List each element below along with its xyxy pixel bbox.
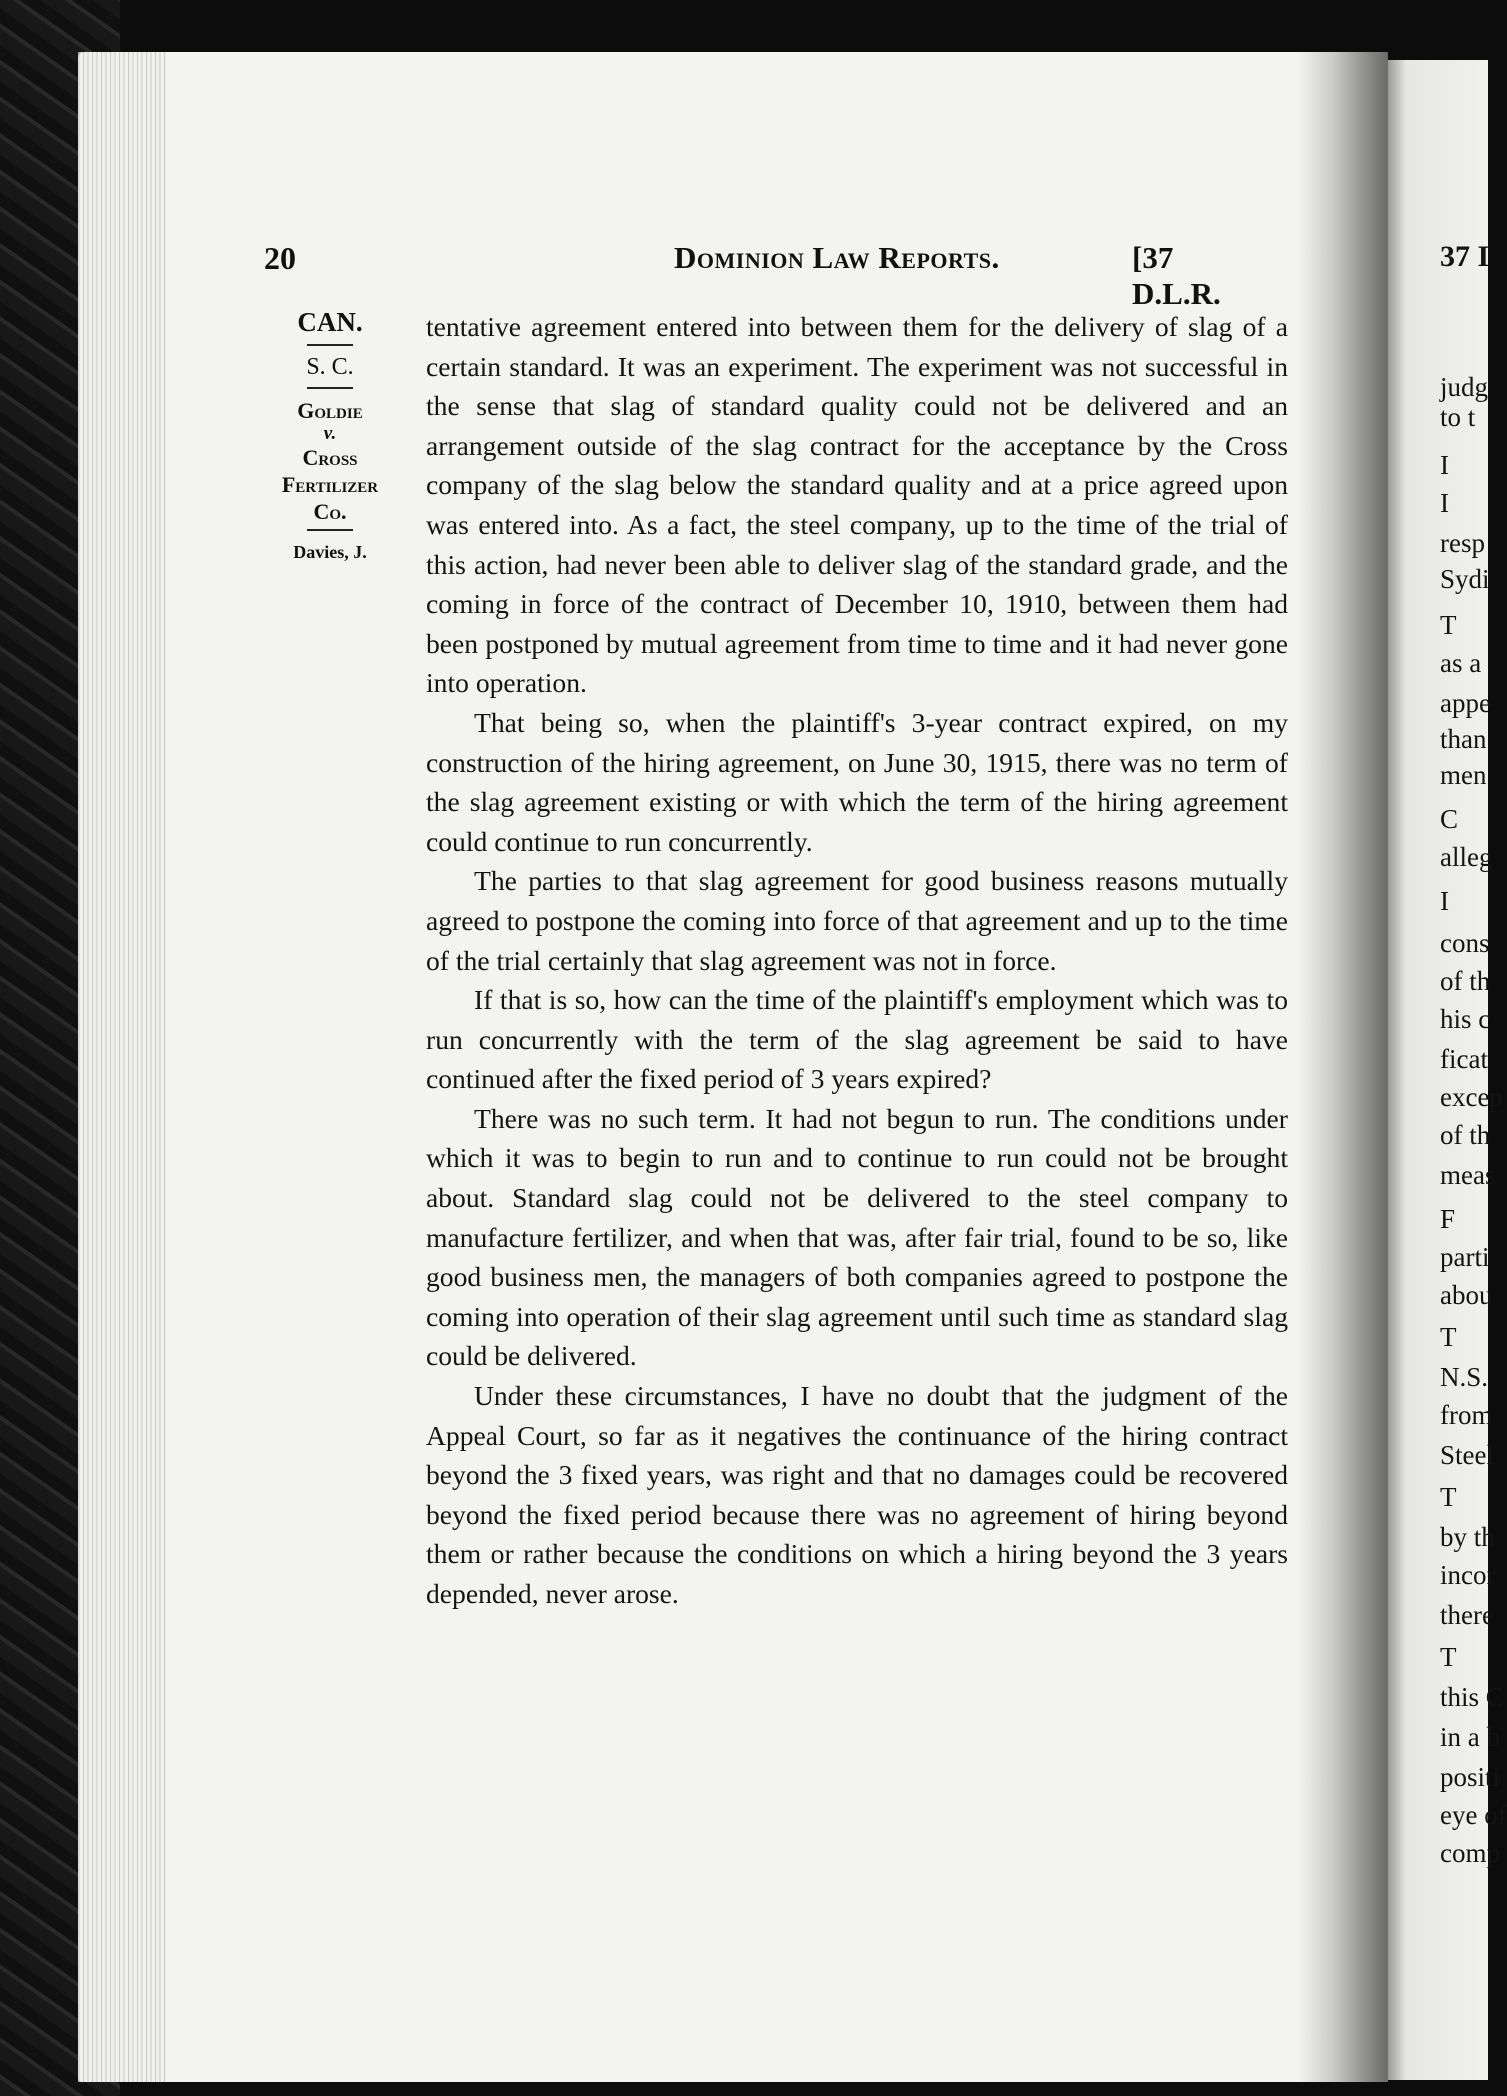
facing-page-line: eye of: [1440, 1800, 1507, 1830]
sidenote-rule: [307, 529, 353, 531]
facing-page-line: comp: [1440, 1838, 1500, 1868]
facing-page-line: N.S.: [1440, 1362, 1489, 1392]
sidenote-party2-line1: Cross: [302, 445, 358, 470]
facing-page-line: appe: [1440, 688, 1491, 718]
facing-page-line: than: [1440, 724, 1487, 754]
sidenote-party2-line2: Fertilizer: [281, 472, 379, 497]
facing-page-line: T: [1440, 1482, 1457, 1512]
sidenote-party2-line3: Co.: [313, 499, 347, 524]
running-title: Dominion Law Reports.: [674, 240, 1000, 275]
facing-page-line: to t: [1440, 402, 1476, 432]
facing-page-line: resp: [1440, 528, 1485, 558]
facing-page-line: as a: [1440, 648, 1482, 678]
facing-page-text: [1440, 232, 1507, 1868]
sidenote-rule: [307, 387, 353, 389]
facing-page-line: I: [1440, 488, 1449, 518]
facing-page-line: meas: [1440, 1160, 1496, 1190]
facing-page-line: judg: [1440, 372, 1489, 402]
sidenote-rule: [307, 344, 353, 346]
facing-page-line: positi: [1440, 1762, 1501, 1792]
facing-page-header: 37 I: [1440, 240, 1490, 273]
page-edge-stack: [78, 52, 166, 2082]
paragraph: That being so, when the plaintiff's 3-year contract expired, on my construction of the hiring agreement, on June 30, 1915, there was no term of the slag agreement existing or with which the term of the hiring agreement could continue to run concurrently.: [426, 706, 1288, 857]
facing-page-line: T: [1440, 610, 1457, 640]
facing-page-line: incor: [1440, 1560, 1496, 1590]
facing-page-line: his c: [1440, 1004, 1491, 1034]
facing-page-line: of th: [1440, 1120, 1491, 1150]
paragraph: If that is so, how can the time of the plaintiff's employment which was to run concurrently with the term of the slag agreement be said to have continued after the fixed period of 3 years expired?: [426, 984, 1288, 1095]
facing-page-line: there: [1440, 1600, 1494, 1630]
facing-page-line: I: [1440, 886, 1449, 916]
facing-page-line: excep: [1440, 1082, 1503, 1112]
paragraph: The parties to that slag agreement for good business reasons mutually agreed to postpone the coming into force of that agreement and up to the time of the trial certainly that slag agreement was not in force.: [426, 865, 1288, 976]
facing-page-line: this C: [1440, 1682, 1504, 1712]
sidenote-party1: Goldie: [297, 398, 363, 423]
sidenote-court: CAN.: [297, 307, 363, 337]
facing-page-line: cons: [1440, 928, 1490, 958]
facing-page-line: by th: [1440, 1522, 1495, 1552]
facing-page-line: T: [1440, 1642, 1457, 1672]
facing-page-line: men: [1440, 760, 1487, 790]
facing-page-line: C: [1440, 804, 1459, 834]
facing-page-line: Steel: [1440, 1440, 1494, 1470]
facing-page-line: parti: [1440, 1242, 1490, 1272]
facing-page-line: ficat: [1440, 1044, 1488, 1074]
facing-page-line: I: [1440, 450, 1449, 480]
facing-page-line: T: [1440, 1322, 1457, 1352]
facing-page-line: alleg: [1440, 842, 1493, 872]
page-number: 20: [264, 240, 296, 276]
facing-page-line: abou: [1440, 1280, 1493, 1310]
paragraph: There was no such term. It had not begun to run. The conditions under which it was to begin to run and to continue to run could not be brought about. Standard slag could not be delivered to the steel company to manufacture fertilizer, and when that was, after fair trial, found to be so, like good business men, the managers of both companies agreed to postpone the coming into operation of their slag agreement until such time as standard slag could be delivered.: [426, 1102, 1288, 1372]
case-sidenote: [262, 306, 398, 565]
facing-page-line: of th: [1440, 966, 1491, 996]
facing-page-line: in a b: [1440, 1722, 1500, 1752]
paragraph: Under these circumstances, I have no doubt that the judgment of the Appeal Court, so far as it negatives the continuance of the hiring contract beyond the 3 fixed years, was right and that no damages could be recovered beyond the fixed period because there was no agreement of hiring beyond them or rather because the conditions on which a hiring beyond the 3 years depended, never arose.: [426, 1380, 1288, 1609]
facing-page-line: Sydi: [1440, 564, 1490, 594]
judgment-text: [426, 307, 1288, 1614]
sidenote-versus: v.: [323, 423, 337, 444]
sidenote-division: S. C.: [306, 354, 354, 380]
book-gutter: [1298, 52, 1388, 2082]
page-header: [264, 232, 1264, 311]
facing-page-line: F: [1440, 1204, 1456, 1234]
facing-page-line: from: [1440, 1400, 1493, 1430]
volume-reference: [37 D.L.R.: [1132, 240, 1221, 311]
sidenote-judge: Davies, J.: [293, 542, 367, 562]
paragraph: tentative agreement entered into between them for the delivery of slag of a certain standard. It was an experiment. The experiment was not successful in the sense that slag of standard quality could not be delivered and an arrangement outside of the slag contract for the acceptance by the Cross company of the slag below the standard quality and at a price agreed upon was entered into. As a fact, the steel company, up to the time of the trial of this action, had never been able to deliver slag of the standard grade, and the coming in force of the contract of December 10, 1910, between them had been postponed by mutual agreement from time to time and it had never gone into operation.: [426, 311, 1288, 699]
